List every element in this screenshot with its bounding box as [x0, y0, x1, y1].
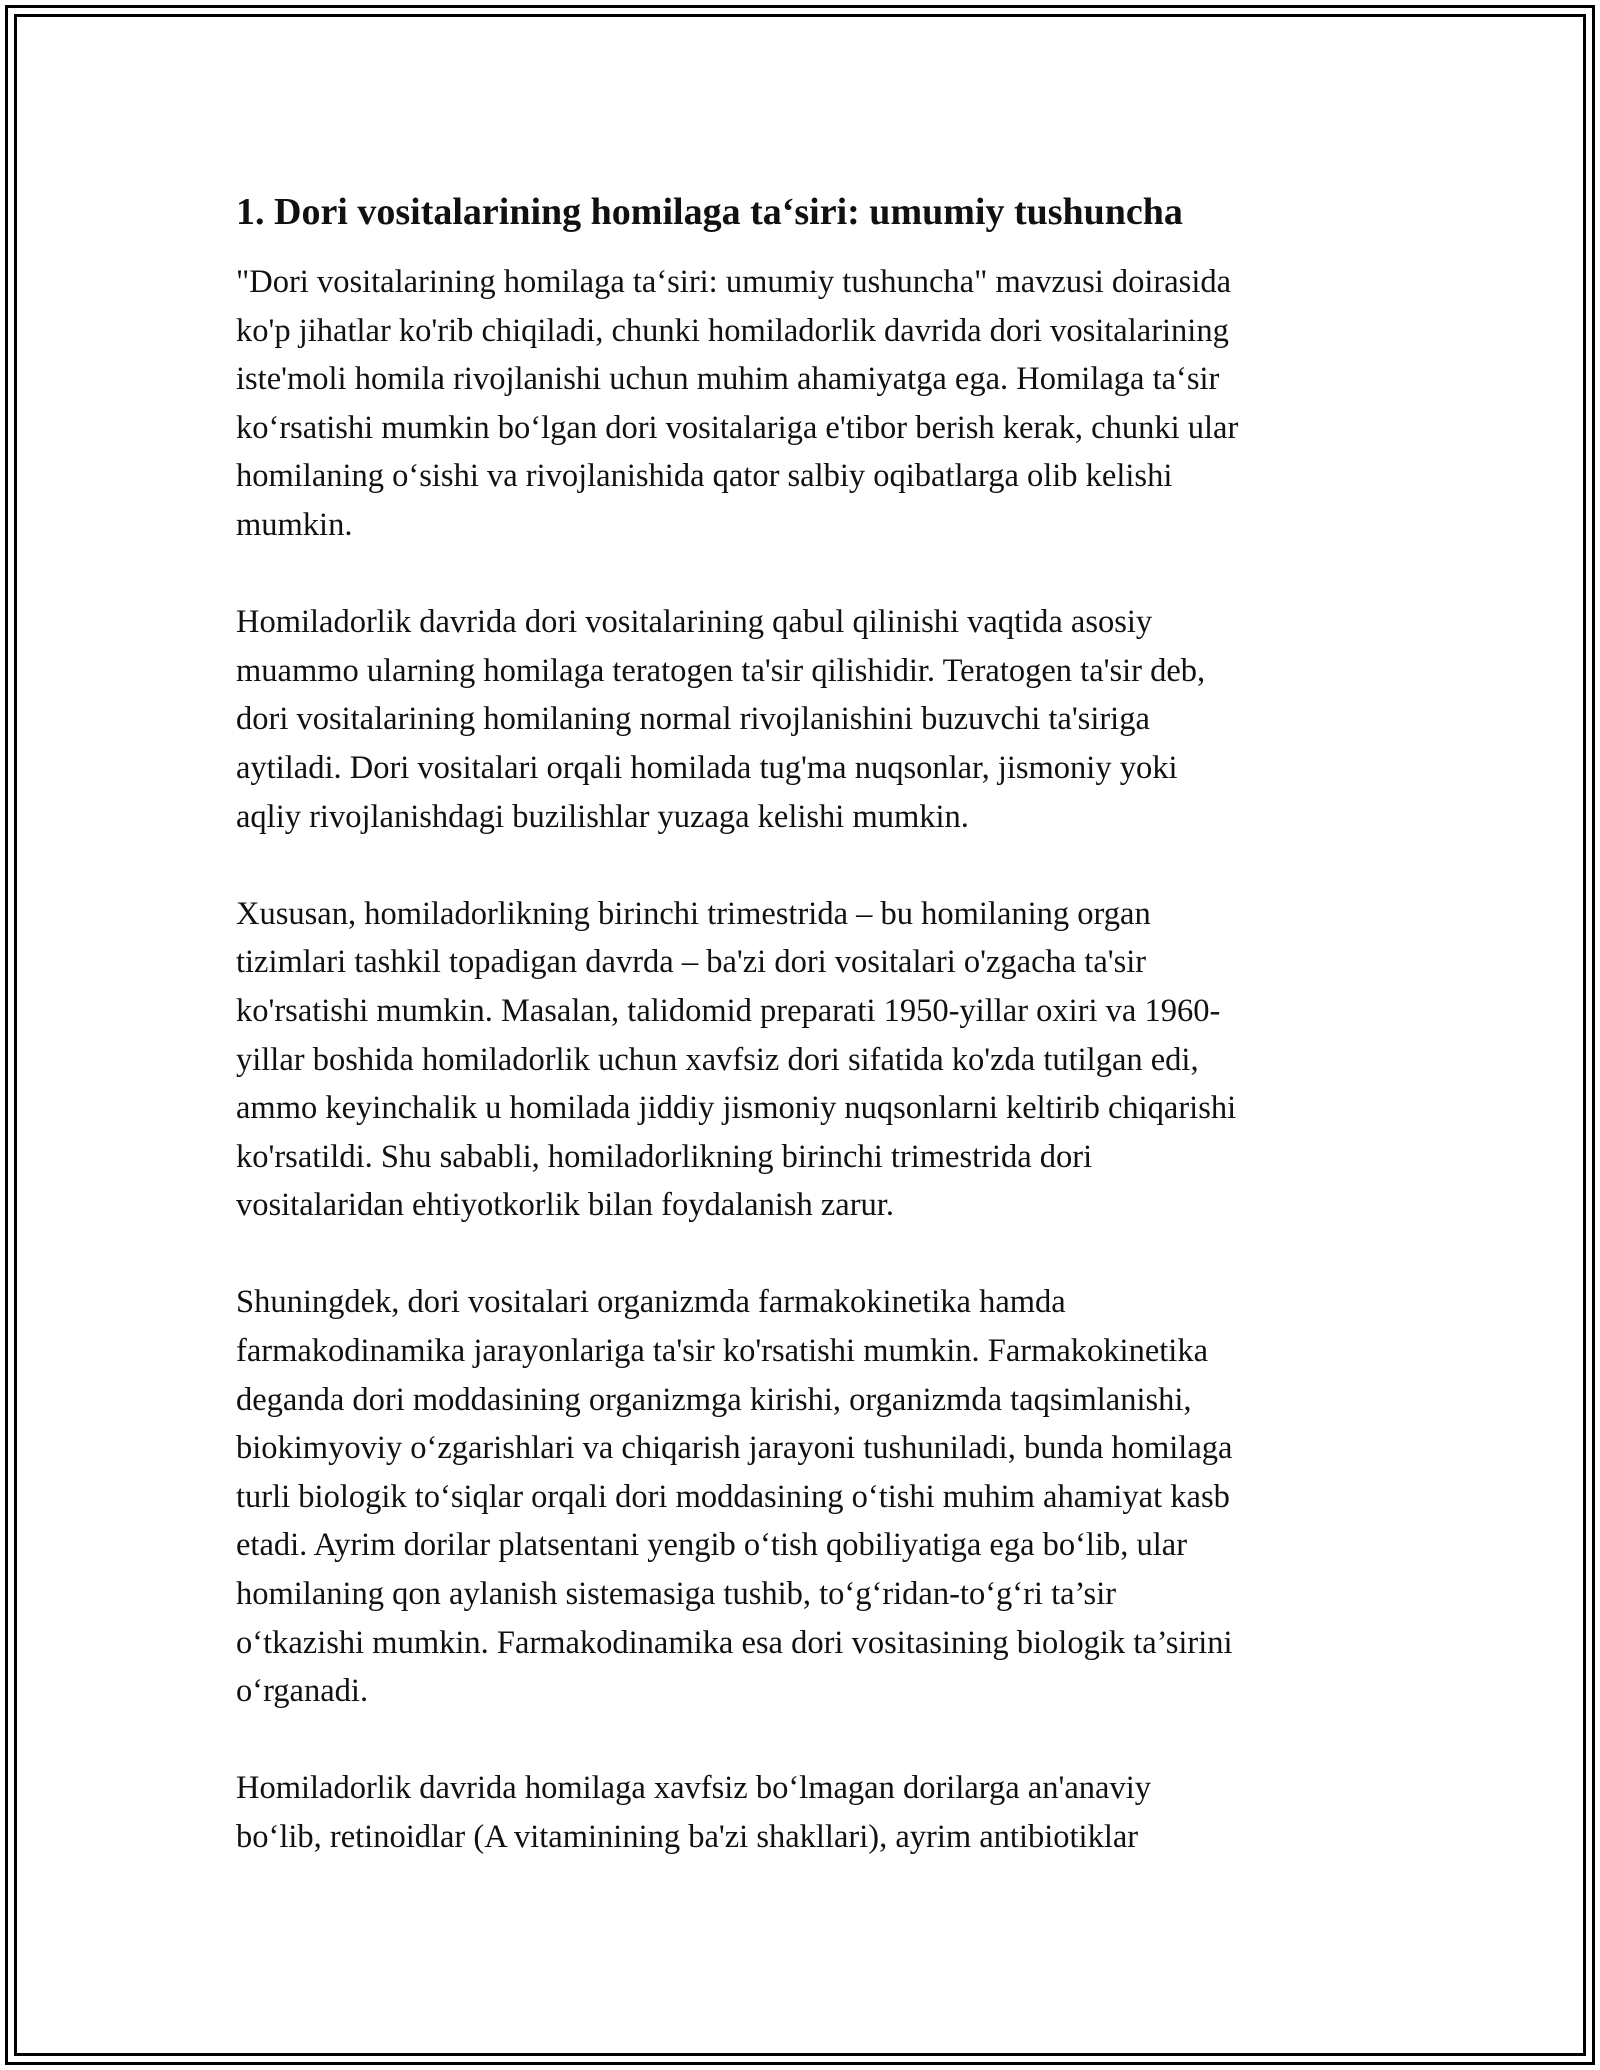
document-body — [236, 188, 1372, 1910]
paragraph-3 — [236, 890, 1372, 1230]
text-line: turli biologik to‘siqlar orqali dori moddasining o‘tishi muhim ahamiyat kasb — [236, 1478, 1230, 1515]
text-line: iste'moli homila rivojlanishi uchun muhim ahamiyatga ega. Homilaga ta‘sir — [236, 361, 1220, 398]
text-line: o‘tkazishi mumkin. Farmakodinamika esa dori vositasining biologik ta’sirini — [236, 1624, 1233, 1661]
text-line: Xususan, homiladorlikning birinchi trimestrida – bu homilaning organ — [236, 895, 1151, 932]
text-line: mumkin. — [236, 506, 353, 543]
text-line: etadi. Ayrim dorilar platsentani yengib o‘tish qobiliyatiga ega bo‘lib, ular — [236, 1527, 1188, 1564]
text-line: tizimlari tashkil topadigan davrda – ba'zi dori vositalari o'zgacha ta'sir — [236, 944, 1147, 981]
text-line: farmakodinamika jarayonlariga ta'sir ko'rsatishi mumkin. Farmakokinetika — [236, 1333, 1209, 1370]
paragraph-5 — [236, 1764, 1372, 1861]
text-line: yillar boshida homiladorlik uchun xavfsiz dori sifatida ko'zda tutilgan edi, — [236, 1041, 1199, 1078]
text-line: ko‘rsatishi mumkin bo‘lgan dori vositalariga e'tibor berish kerak, chunki ular — [236, 409, 1239, 446]
text-line: ko'rsatildi. Shu sababli, homiladorlikning birinchi trimestrida dori — [236, 1138, 1093, 1175]
text-line: vositalaridan ehtiyotkorlik bilan foydalanish zarur. — [236, 1187, 894, 1224]
paragraph-4 — [236, 1278, 1372, 1715]
text-line: o‘rganadi. — [236, 1673, 369, 1710]
text-line: ammo keyinchalik u homilada jiddiy jismoniy nuqsonlarni keltirib chiqarishi — [236, 1090, 1237, 1127]
text-line: aqliy rivojlanishdagi buzilishlar yuzaga kelishi mumkin. — [236, 798, 969, 835]
text-line: deganda dori moddasining organizmga kirishi, organizmda taqsimlanishi, — [236, 1381, 1192, 1418]
text-line: Homiladorlik davrida homilaga xavfsiz bo‘lmagan dorilarga an'anaviy — [236, 1770, 1151, 1807]
text-line: homilaning o‘sishi va rivojlanishida qator salbiy oqibatlarga olib kelishi — [236, 458, 1173, 495]
text-line: ko'p jihatlar ko'rib chiqiladi, chunki homiladorlik davrida dori vositalarining — [236, 312, 1229, 349]
paragraph-1 — [236, 258, 1372, 550]
text-line: "Dori vositalarining homilaga ta‘siri: umumiy tushuncha" mavzusi doirasida — [236, 264, 1232, 300]
text-line: dori vositalarining homilaning normal rivojlanishini buzuvchi ta'siriga — [236, 701, 1150, 738]
text-line: homilaning qon aylanish sistemasiga tushib, to‘g‘ridan-to‘g‘ri ta’sir — [236, 1576, 1117, 1613]
paragraph-2 — [236, 598, 1372, 841]
text-line: muammo ularning homilaga teratogen ta'sir qilishidir. Teratogen ta'sir deb, — [236, 652, 1206, 689]
text-line: Shuningdek, dori vositalari organizmda farmakokinetika hamda — [236, 1284, 1066, 1321]
text-line: Homiladorlik davrida dori vositalarining qabul qilinishi vaqtida asosiy — [236, 604, 1153, 641]
text-line: bo‘lib, retinoidlar (A vitaminining ba'zi shakllari), ayrim antibiotiklar — [236, 1819, 1139, 1855]
section-heading: 1. Dori vositalarining homilaga ta‘siri: umumiy tushuncha — [236, 191, 1183, 233]
text-line: aytiladi. Dori vositalari orqali homilada tug'ma nuqsonlar, jismoniy yoki — [236, 749, 1178, 786]
text-line: ko'rsatishi mumkin. Masalan, talidomid preparati 1950-yillar oxiri va 1960- — [236, 992, 1221, 1029]
text-line: biokimyoviy o‘zgarishlari va chiqarish jarayoni tushuniladi, bunda homilaga — [236, 1430, 1233, 1467]
